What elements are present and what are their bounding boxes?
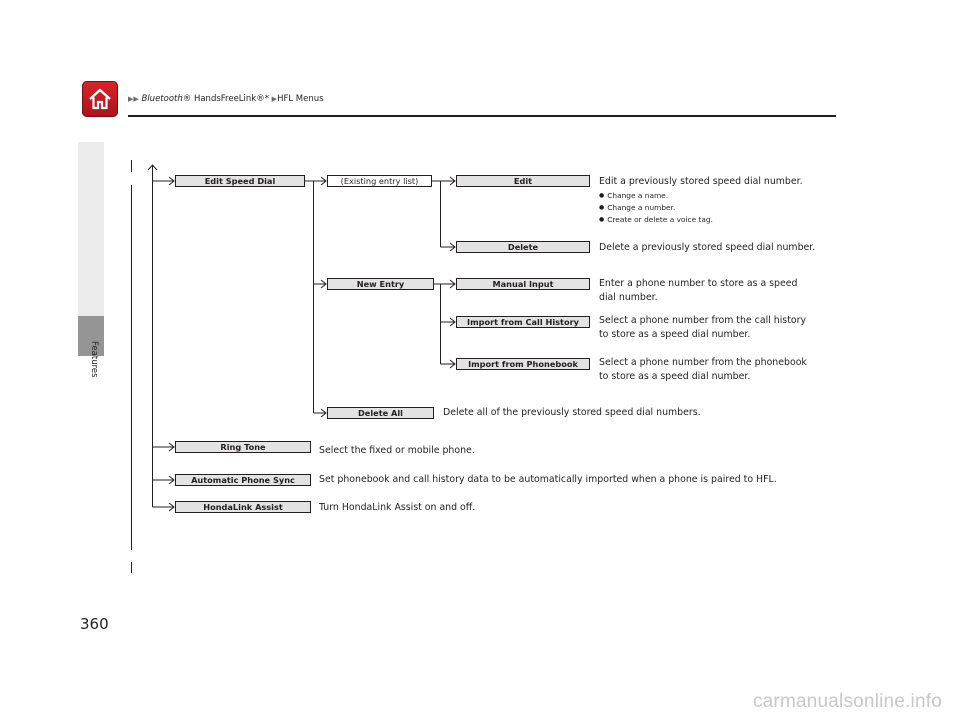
page-number: 360 <box>80 615 109 633</box>
delete-all-description: Delete all of the previously stored speed dial numbers. <box>443 407 701 418</box>
menu-import-from-phonebook[interactable]: Import from Phonebook <box>456 358 590 370</box>
edit-bullet-list <box>599 190 713 226</box>
menu-hondalink-assist[interactable]: HondaLink Assist <box>175 501 311 513</box>
menu-existing-entry-list[interactable]: (Existing entry list) <box>327 175 432 187</box>
menu-new-entry[interactable]: New Entry <box>327 278 434 290</box>
watermark: carmanualsonline.info <box>752 691 942 712</box>
menu-manual-input[interactable]: Manual Input <box>456 278 590 290</box>
breadcrumb-arrow-icon: ▶▶ <box>128 95 139 103</box>
breadcrumb-item-hfl-menus[interactable]: HFL Menus <box>277 94 324 104</box>
edit-bullet-item: ● Change a name. <box>599 190 713 202</box>
menu-ring-tone[interactable]: Ring Tone <box>175 441 311 453</box>
menu-edit[interactable]: Edit <box>456 175 590 187</box>
menu-delete-all[interactable]: Delete All <box>327 407 434 419</box>
breadcrumb-item-bluetooth[interactable]: Bluetooth <box>141 94 183 104</box>
menu-edit-speed-dial[interactable]: Edit Speed Dial <box>175 175 305 187</box>
breadcrumb-item-bluetooth-suffix[interactable]: ® HandsFreeLink®* <box>182 94 269 104</box>
hondalink-assist-description: Turn HondaLink Assist on and off. <box>319 502 476 513</box>
ring-tone-description: Select the fixed or mobile phone. <box>319 445 475 456</box>
import-phonebook-description-line2: to store as a speed dial number. <box>599 371 751 382</box>
menu-import-from-call-history[interactable]: Import from Call History <box>456 316 590 328</box>
manual-input-description-line1: Enter a phone number to store as a speed <box>599 278 798 289</box>
edit-bullet-item: ● Create or delete a voice tag. <box>599 214 713 226</box>
manual-input-description-line2: dial number. <box>599 292 658 303</box>
edit-description: Edit a previously stored speed dial number. <box>599 176 803 187</box>
menu-automatic-phone-sync[interactable]: Automatic Phone Sync <box>175 474 311 486</box>
breadcrumb-arrow-icon: ▶ <box>271 95 278 103</box>
edit-bullet-item: ● Change a number. <box>599 202 713 214</box>
import-call-history-description-line2: to store as a speed dial number. <box>599 329 751 340</box>
auto-phone-sync-description: Set phonebook and call history data to be automatically imported when a phone is paired to HFL. <box>319 474 777 485</box>
sidebar-section-label: Features <box>89 341 99 378</box>
delete-description: Delete a previously stored speed dial number. <box>599 242 816 253</box>
menu-delete[interactable]: Delete <box>456 241 590 253</box>
import-phonebook-description-line1: Select a phone number from the phonebook <box>599 357 807 368</box>
import-call-history-description-line1: Select a phone number from the call history <box>599 315 807 326</box>
